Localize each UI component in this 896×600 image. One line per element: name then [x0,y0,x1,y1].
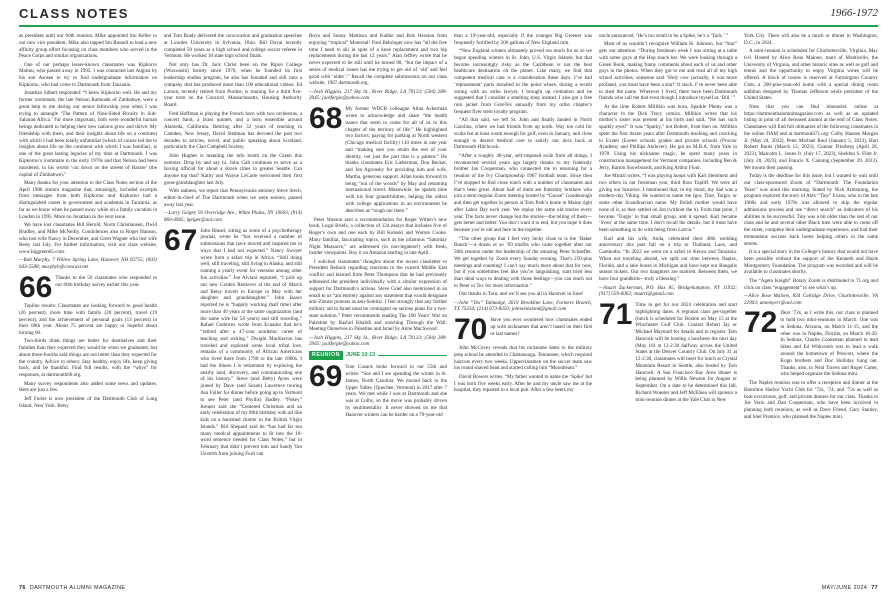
class-year-block [164,223,302,458]
reunion-dates: JUNE 10-13 [345,352,376,359]
correspondent-signature: —Stuart Zuckerman, P.O. Box 85, Bridgehampton, NY 11932; (917) 559-6063; stuartz@gmail.com [599,284,737,298]
reunion-banner [309,351,447,360]
magazine-name: DARTMOUTH ALUMNI MAGAZINE [29,585,126,591]
reunion-label: REUNION [309,351,343,360]
paragraph: Fred Hoffman is playing the French horn with two orchestras, a concert band, a brass quintet, and a horn ensemble around Alameda, California. Retiring after 32 years of teaching in Camden, New Jersey, David Stedman has devoted the past two decades to articles, novel, and public speaking about Scotland, particularly the Clan Campbell Society. [164,110,302,151]
header-rule [19,25,878,27]
paragraph: Many thanks for your attention to the Class Notes section of the April 1986 alumni magazine that, amusingly, included excerpts from messages from both Kipkorno and Kipkorno had a distinguished career in government and academia in Tanzania, as far as we know when he passed away while on a family vacation in London in 1995. More on Jonathan in the next issue. [19,179,157,220]
correspondent-signature: —John “Tex” Talmadge, 2619 Brookline Lane, Farmers Branch, TX 75234; (214) 673-8250; johnwitesland@gmail.com [454,299,592,313]
class-year-number: 72 [744,306,778,340]
class-year-number: 67 [164,223,198,257]
class-years-range: 1966-1972 [830,7,878,19]
correspondent-signature: —Larry Geiger, 93 Overridge Ave., White Plains, NY 10603; (914) 860-4945; lgeiger@aol.com [164,210,302,223]
column-2 [164,33,302,583]
paragraph: The “Ageto Knight” Rotary Zoom is distributed to 71.org and click on class “engagement” to see what’s up. [744,277,878,291]
paragraph: Tom Cusack looks forward to our 55th and writes: “Sue and I are spending the winter in St. James, North Carolina. We moved back to the Upper Valley (Quechee, Vermont) in 2017 after 7 years. We met while I was at Dartmouth and she was at Colby, so the move was probably driven by sentimentality. It never showed on me that Hanover winters can be harder on a 70-year-old [345,364,447,418]
paragraph: The Naples reunion was to offer a reception and dinner at the Hamilton Harbor Yacht Club for ’72s, ’74, and ’72s as well as boat excursions, golf, and private dinners for our class. Thanks to Joe Yerio and Dan Cooperman, who have been involved in planning both reunions, as well as Dave Friend, Gary Stanley, and Shel Prentice, who planned the Naples mini. [744,380,878,420]
paragraph: Jeff Furler is now president of the Dartmouth Club of Long Island, New York. Betsy [19,395,157,409]
paragraph: Many survey respondents also added some news and updates. Here are just a few. [19,380,157,394]
paragraph: With sadness, we report that Pennsylvania attorney Steve Stech, editor-in-chief of The Dartmouth when we were seniors, passed away last year. [164,188,302,208]
paragraph: Not only has Dr. Jack Christ been on the Ripon College (Wisconsin) faculty since 1970, when he founded its first leadership studies program, he also has founded and still runs a company that has produced more than 100 educational videos. Ed Larson, recently retired from Purdue, is running for a third five-year term on the Concord, Massachusetts, Housing Authority Board. [164,61,302,109]
class-year-block [454,313,592,347]
paragraph: “New England winters ultimately proved too much for us so we began spending winters in St. John, U.S. Virgin Islands, but that became increasingly risky as the Caribbean is not the best healthcare destination on the planet. Like many, we find that competent medical care is a consideration these days. I’ve had ‘replacement’ parts installed to the point where, during a recent outing with an ortho lawyer, I brought up cremation and he suggested that I consider a smelting shop instead. I also got a free ruin jacket from GoreTex annually from my ortho chapter’s frequent flyer stent loyalty program. [454,48,592,116]
issue-date: MAY/JUNE 2024 [821,585,868,591]
class-year-number: 70 [454,313,488,347]
footer-left [19,585,125,591]
page-title: CLASS NOTES [19,6,130,21]
paragraph: Peter Wasson sent a recommendation for Roger Witten’s new book, Legal Briefs, a collection of 124 essays that includes five of Roger’s own and one each by Bill Koloski and Warren Cooke. Many familiar, fascinating topics, such as the infamous “Saturday Night Massacre,” are addressed (in non-legalese!) with fresh, insider viewpoints. Buy it on Amazon starting in late April. [309,216,447,257]
column-5 [599,33,737,583]
paragraph: Have you ever wondered how classmates ended up with nicknames that aren’t based on their first or last names? [490,317,592,337]
paragraph: Time to get for our 2024 celebration and start highlighting dates. A regional class get-together (lunch is scheduled for Boston on May 15 at the Winchester Golf Club. Contact Robert Jay or Michael Maynard for details and to register. Tom Hancock will be hosting a luncheon the next day (May 16) at 12-2:30 halfway across the United States at the Denver Country Club. On July 31 at 12-2:30, classmates will meet for lunch at Crystal Mountain Resort in Seattle, also hosted by Tom Hancock. A San Francisco Bay Area dinner is being planned by Willis Newton for August or September. On a date to be determined this fall, Richard Woester and Jeff McElnea will sponsor a mini-reunion dinner at the Yale Club in New [635,302,737,403]
class-year-block [19,271,157,304]
paragraph: John Hughes is manning the info booth on the Green this summer. Drop by and say hi. John Galt continues to serve as a boxing official for about a dozen cities in greater Seattle. Can anyone top that? Kathy and Wayne LeCarte welcomed their first great-granddaughter last July. [164,152,302,186]
paragraph: Topline results: Classmates are looking forward to good health (26 percent), more time with family (20 percent), travel (19 percent), and the achievement of personal goals (13 percent) in their 60th year. About 75 percent are happy or hopeful about turning 60. [19,303,157,337]
class-year-block [309,360,447,418]
paragraph: One of our perhaps lesser-known classmates was Kipkorro Malinu, who passed away in 1995. I was contacted last August by his son Asosee to try to find undergraduate information on Kipkorno, who had come to Dartmouth from Tanzania. [19,61,157,88]
paragraph: uncle announced, ‘He’s too small to be a Spike, he’s a ‘Tack.’ ” [599,33,728,39]
paragraph: I solicited classmates’ thoughts about the recent classletter to President Beilock regarding reactions to the current Middle East conflict and learned from Peter Thompson that he had previously addressed the president individually with a similar expression of support for Dartmouth’s actions. Steve Grief also mentioned in an email to us “am entirely against any statement that would designate anti-Zionist protests as anti-Semitic. I feel strongly that any further military aid to Israel must be contingent on serious plans for a two-state solution.” Peter recommends reading The 100 Years’ War on Palestine by Rashid Khalidi and watching Through the Wall: Meeting Ourselves in Palestine and Israel by Anne MacSwood. [309,258,447,333]
correspondent-signature: —Josh Higgins, 217 Sky St., River Ridge, LA 70123; (504) 289-3945; jackfergie@yahoo.com [309,88,447,102]
reunion-rule [378,355,447,356]
paragraph: York City. There will also be a lunch or dinner in Washington, D.C., in 2024. [744,33,878,46]
paragraph: Today is the deadline for this issue, but I wanted to wait until our class-sponsored Zoom of “Dartmouth: The Foundation Years” was aired this morning. Stated by Nick Armstrong, the program explored the story of Alex “Tiny” Evans, who in the late 1960s and early 1970s was allowed to skip the regular admissions process and use “direct search” as indicators of his abilities to be successful. Tiny was a bit older than the rest of our class and he and several other Black men were able to come off the street, complete their undergraduate experience, and had their tremendous success back home helping others in the same streets. [744,173,878,247]
paragraph: It is a special story in the College’s history that would not have been possible without the support of the Kenneth and Hazle Montgomery Foundation. The program was recorded and will be available to classmates shortly. [744,249,878,276]
paragraph: Note that you can find itineraries online at https://dartmouthalumnimagazine.com as well as an updated listing in print of all deceased alumni at the end of Class Notes. Classmates will find full obituaries of the following classmates in the online DAM and at dartmouth71.org: Colby Hansen Morgan Jr. (May 24, 2022), Peter Michael Raul (January 5, 2023), Hart Robert Bards (March 13, 2023), Gunnar Flintberg (April 28, 2023), Malcolm L. Jones Jr. (July 17, 2023), Sheldon S. Flint Jr. (July 28, 2023), and Francis X. Canning (September 29, 2023). We mourn their passing. [744,103,878,171]
paragraph: Jonathan Silbert responded: “I knew Kipkorno well. He and my former roommate, the late Nelson Ramoade of Zimbabwe, were a great help to me during our senior fellowship year when I was trying to untangle ‘The Pattern of Nine-Sided Rivalry in Sub-Saharan Africa.’ Far more important, both were wonderful human beings dedicated to helping their new nations grow and thrive. My friendship with them, and their insights about life on a continent with which I had been totally unfamiliar (which of course led me to insights about life on the continent with which I was familiar), is one of the great lasting legacies of my time at Dartmouth. I was Kipkorno’s roommate in the early 1970s and that Nelson had been murdered, in his words ‘cut down on the streets of Harare’ (the capital of Zimbabwe).” [19,90,157,178]
column-6 [744,33,878,583]
paragraph: “The other group that I feel very lucky close to is the ‘Baker Bunch’—a dozen or so ’69 misfits who came together after our 50th reunion under the leadership of the amazing Peter Schaeffer. We get together by Zoom every Sunday evening. That’s 250-plus meetings and counting! I can’t say much more about that for now, but if you sometimes feel like you’re languishing, start tried less than ideal ways to dealing with those feelings—you can reach out to Peter or Tex for more information.” [454,235,592,289]
paragraph: “All that said, we left St. John and finally landed in North Carolina, where we had friends from up north. Way too cold for scuba but at least warm enough for golf, even in January, and close enough to decent medical care to satisfy our docs back at Dartmouth-Hitchcock. [454,117,592,151]
class-year-block [599,298,737,403]
paragraph: At the time Robert Millikin was born, Sparkle Plenty was a character in the Dick Tracy comics. Millikin writes that his mother’s sister was present at his birth and said, “He has such sparkly eyes!” It was “Sparky,” not Robert, from then on. Millikin spent the first dozen years after Dartmouth teaching and coaching in Exeter (Exeter schools grades and private schools (Proctor Academy and Phillips Andover). He got an M.B.A. from Yale in 1978. Using his nickname magic, he spent many years in construction management for Vermont companies, including Ben & Jerry, Barton Snowboards, and King Arthur Flour. [599,103,737,171]
paragraph: Two-thirds think things are better for themselves and their families than they expected they would be when we graduated, but about three-fourths said things are not better than they expected for the country. Advice to others: Stay healthy, enjoy life, keep giving back, and be thankful. Find full results, with the “whys” for responses, at dartmouth66.org. [19,338,157,379]
footer-right [822,585,878,591]
correspondent-signature: —Alice Rose Malone, 834 Colridge Drive, Charlottesville, VA 22903; amomyerr@aol.com [744,292,878,306]
paragraph: John McCovey reveals that his nickname dates to the military prep school he attended in Chattanooga, Tennessee, which required haircuts every two weeks. Upperclassmen on the soccer team saw his round shaved head and started calling him “Moonbeam.” [454,345,592,372]
paragraph: David Bowers writes, “My father wanted to name me ‘Spike’ but I was born five weeks early. After he and my uncle saw me at the hospital, they repaired to a local pub. After a few beers my [454,373,592,394]
paragraph: Joe Mintzl writes, “I was playing hoops with Karl Steinmetz and two others in our freshman year, third floor Topliff. We were all giving our histories. I mentioned that, in my mind, my dad was a modern-day Viking. He wanted to name me Igor, Thor, Torgis, or some other Scandinavian name. My Polish mother would have none of it, so they settled on Jon (without the h). From that point, I became ‘Torgis’ to that small group, and it spread. Karl became ‘Sven’ at the same time. I don’t recall the details, but it must have been something to do with being from Latvia.” [599,173,737,234]
paragraph: than a 19-year-old, especially if the younger Big Greener was frequently fortified by 200 gallons of New England rum. [454,33,592,46]
correspondent-signature: —Josh Higgins, 217 Sky St., River Ridge, LA 70123; (504) 289-3945; jackfergie@yahoo.com [309,334,447,348]
page-number-left: 76 [19,585,26,591]
paragraph: Dear ’72s, as I write this, our class is planned to hold two mini-reunions in March. One was in Sedona, Arizona, on March 11-15, and the other was in Naples, Florida, on March 16-20. In Sedona, Charlie Cookeman planned to lead hikes and Ed Whitcomb was to lead a walk around the hometown of Prescott, where the Kopp brothers and Doc Holliday hung out. Thanks, also, to Neal Traven and Roger Carter, who helped organize the Sedona mini. [780,310,878,378]
paragraph: “After a roughly 40-year, self-imposed exile from all things, I reconnected several years ago largely thanks to my fraternity brother Jan Cooperman, who connected me to returning for a reunion of the Ivy Championship 1967 football team. Since then I’ve stopped to find close touch with a number of classmates and that’s been great. About half of them are fraternity brothers who join a semi-regular Zoom meeting hosted by “Goose” Goodenough and then get together in person at Tom Park’s home in Maine right after Labor Day each year. We replay the same old stories every year. The facts never change but the stories—the telling of them—gets better and better. You don’t want it to end, but you hope it does because you’re old and here in the together. [454,152,592,234]
class-year-number: 68 [309,102,343,136]
paragraph: and Tom Brady delivered the convocation and graduation speeches at Lourdes University in Sylvania, Ohio. Bill Duval recently completed 50 years as a high school and college soccer referee in Vermont. He worked 18 state high school finals. [164,33,302,60]
paragraph: Our thanks to Tom, and we’ll see you all in Hanover in June! [459,291,584,298]
paragraph: John Rhead, sitting as some of a psychotherapy journal, wrote he “has received a number of submissions that have moved and inspired me in ways that I had not expected.” Nancy Swoyer wrote from a safari trip in Africa. “Still doing well, still traveling, still living in Alaska, and still running a yearly event for veterans among other fun activities.” Joe Alviani reported, “I pick up our new Golden Retriever at the end of March and Betsy travels to Europe in May with her daughter and granddaughter.” John Isaacs reported he is “happily working (half time) after more than 40 years at the same organization (and the same wife for 50 years) and still traveling.” Rafael Gutierrez wrote from Ecuador that he’s “retired after a 47-year academic career of teaching and writing.” Dwight MacKerron has traveled and explored some local tribal lore, remains of a community of African Americans who lived there from 1790 to the late 1800s. I had the illness I is retirement by exploring the nearby land, discovery, and communicating one of his history.” Steve (and Betty) Ayres were joined by Dave (and Susan) Lawrence touring Asa Fuller for dinner before going up to Vermont to see Peter (and Phyllis) Hadley. “Pokey” Kenner said she “Centered Christmas and an early celebration of my 80th birthday with all like kids on a banished charter in the British Virgin Islands.” Bill Shepard said he “has had far too many medical appointments to fit into the 10-word sentence needed for Class Notes,” but in February that didn’t prevent him and Sandy Van Unverth from joining Ford van [200,227,302,457]
class-year-block [744,306,878,378]
page-number-right: 77 [871,585,878,591]
paragraph: Karl and his wife, Anda, celebrated their 40th wedding anniversary this past fall on a trip to Thailand, Laos, and Cambodia. “In 2022 we went on a safari to Kenya and Tanzania. When not traveling abroad, we split our time between Naples, Florida, and a lake house in Michigan and have kept our Bangalis season tickets. Our two daughters are married. Between them, we have four grandkids—truly a blessing.” [599,235,737,283]
column-1 [19,33,157,583]
paragraph: We have lost classmates Bill Herold, Norm Christiansen, Dwid Bradley, and Mike McNeilly. Condolences also to Roger Hanson, who lost wife Nancy in December, and Greet Wagner who lost wife Betsy last July. For further information, visit our class website, www.biggreen65.com. [19,222,157,256]
paragraph: Royn and Sunny Mattison and Kathie and Bob Hession from enjoying “tropical” Montreal! Fred Behringer now has “all the free time I need to ski in spite of a knee replacement and two hip replacements during the last 12 years.” Alan Jeffrey wrote that he never expected to be still until he turned 98, “but the impact of a series of medical issues has me trying to get old of ‘old’ and feel good with ‘older’.” Recall the complete submissions on our class website, 1967.dartmouth.org. [309,33,447,87]
column-4 [454,33,592,583]
paragraph: My former WDCR colleague Allan Ackerman wrote to acknowledge and share “the health issues that seem to come for all of us in this chapter of the territory of life.” He highlighted two factors: paying for parking at North western (Chicago medical facility) 110 times in one year and “making sure you retain the rest of your identity, not just the part that is a patient.” He thanks classmates Eric Lieberman, Don Becker, and Jon Agronsky for providing him and wife, Martha, generous support. Allan looks forward to being “out of the woods” by May and resuming international travel. Meanwhile, he spends time with his four grandchildren, helping the oldest with college applications in an environment he describes as “tough out there.” [345,106,447,214]
class-year-number: 66 [19,271,53,304]
paragraph: Most of us wouldn’t recognize William H. Johnson, but “Star” gets our attention. “During freshman week I was sitting at a table with some guys at the Hop snack bar. We were looking through a Green Book, making funny comments about each of us and other guys in the photos. When they got to me and read all of my high school activities, someone said ‘Holy cow (actually, it was more profane), you must have been a star!’ It stuck. I’ve never been able to shed the name. Wherever I lived, there have been Dartmouth friends who call me that even though I introduce myself as ‘Bill.’ ” [599,41,737,102]
class-year-block [309,102,447,214]
paragraph: as president until our 60th reunion. Mike appointed Stu Keller to our new vice president. Mike also tapped Stu Russell to lead a new affinity group effort focusing on class members who served in the Peace Corps and similar organizations. [19,33,157,60]
class-year-number: 71 [599,298,633,332]
correspondent-signature: —Bob Murphy, 7 Willow Spring Lane, Hanover, NH 03755; (603) 643-5588; murphyb@comcast.net [19,257,157,271]
column-3 [309,33,447,583]
paragraph: Thanks to the 50 classmates who responded to our 60th birthday survey earlier this year. [55,275,157,288]
paragraph: A mini-reunion is scheduled for Charlottesville, Virginia, May 6-8. Hosted by Alice Rose Malone, tours of Monticello, the University of Virginia, and other historic sites as well as golf and tennis and the opportunity to enjoy Virginia wines will be offered. A block of rooms is reserved at Farmington Country Club, a 200-plus-year-old home with a special dining room addition designed by Thomas Jefferson while president of the United States. [744,48,878,102]
class-year-number: 69 [309,360,343,394]
